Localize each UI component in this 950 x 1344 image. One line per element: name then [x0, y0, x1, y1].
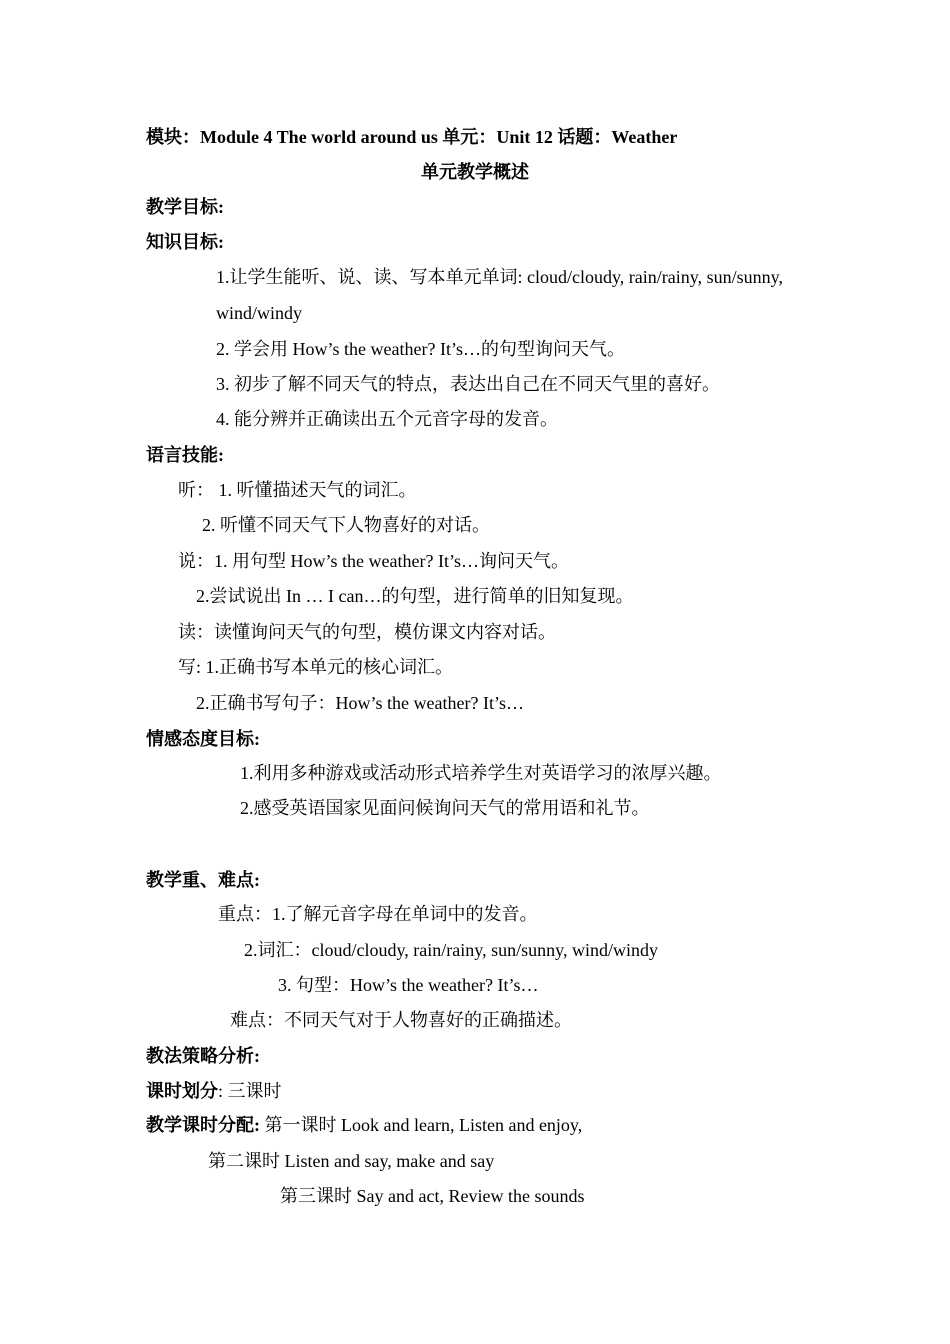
period-division — [146, 1079, 282, 1103]
period-allocation — [146, 1113, 582, 1137]
period-division-label: 课时划分 — [146, 1081, 218, 1101]
key-point-2: 2.词汇：cloud/cloudy, rain/rainy, sun/sunny, wind/windy — [244, 940, 658, 960]
skill-speak-1: 说：1. 用句型 How’s the weather? It’s…询问天气。 — [178, 551, 569, 571]
skill-write-2: 2.正确书写句子：How’s the weather? It’s… — [196, 693, 524, 713]
skill-write-1: 写: 1.正确书写本单元的核心词汇。 — [178, 657, 453, 677]
key-points-heading: 教学重、难点: — [146, 870, 260, 890]
period-second: 第二课时 Listen and say, make and say — [208, 1151, 495, 1171]
knowledge-item-3: 3. 初步了解不同天气的特点，表达出自己在不同天气里的喜好。 — [216, 374, 720, 394]
knowledge-item-1: 1.让学生能听、说、读、写本单元单词: cloud/cloudy, rain/rainy, sun/sunny, — [216, 267, 783, 287]
attitude-goals-heading: 情感态度目标: — [146, 729, 260, 749]
period-third: 第三课时 Say and act, Review the sounds — [280, 1186, 585, 1206]
attitude-item-2: 2.感受英语国家见面问候询问天气的常用语和礼节。 — [240, 798, 650, 818]
period-division-value: : 三课时 — [218, 1081, 282, 1101]
period-allocation-label: 教学课时分配: — [146, 1115, 260, 1135]
language-skills-heading: 语言技能: — [146, 445, 224, 465]
module-title-line: 模块：Module 4 The world around us 单元：Unit 12 话题：Weather — [146, 127, 678, 147]
overview-subtitle: 单元教学概述 — [421, 162, 529, 182]
skill-listen-1: 听： 1. 听懂描述天气的词汇。 — [178, 480, 417, 500]
knowledge-item-2: 2. 学会用 How’s the weather? It’s…的句型询问天气。 — [216, 339, 625, 359]
attitude-item-1: 1.利用多种游戏或活动形式培养学生对英语学习的浓厚兴趣。 — [240, 763, 722, 783]
knowledge-goals-heading: 知识目标: — [146, 232, 224, 252]
key-point-3: 3. 句型：How’s the weather? It’s… — [278, 975, 539, 995]
key-point-1: 重点：1.了解元音字母在单词中的发音。 — [218, 904, 538, 924]
teaching-goals-heading: 教学目标: — [146, 197, 224, 217]
difficult-point: 难点：不同天气对于人物喜好的正确描述。 — [230, 1010, 572, 1030]
skill-read: 读：读懂询问天气的句型，模仿课文内容对话。 — [178, 622, 556, 642]
knowledge-item-4: 4. 能分辨并正确读出五个元音字母的发音。 — [216, 409, 558, 429]
skill-listen-2: 2. 听懂不同天气下人物喜好的对话。 — [202, 515, 490, 535]
period-first: 第一课时 Look and learn, Listen and enjoy, — [260, 1115, 583, 1135]
knowledge-item-1-cont: wind/windy — [216, 303, 303, 323]
skill-speak-2: 2.尝试说出 In … I can…的句型，进行简单的旧知复现。 — [196, 586, 634, 606]
strategy-heading: 教法策略分析: — [146, 1046, 260, 1066]
